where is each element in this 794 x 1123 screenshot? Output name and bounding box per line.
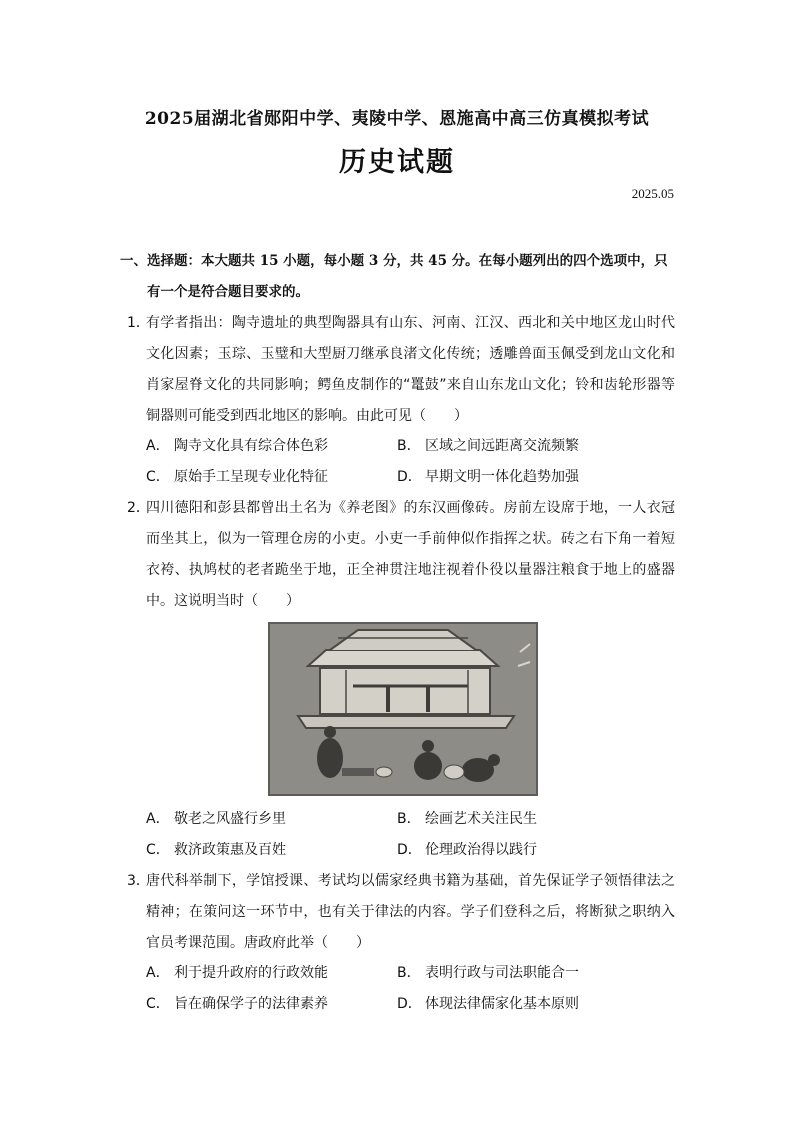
question-stem: 有学者指出：陶寺遗址的典型陶器具有山东、河南、江汉、西北和关中地区龙山时代文化因素；玉琮、玉璧和大型厨刀继承良渚文化传统；透雕兽面玉佩受到龙山文化和肖家屋脊文化的共同影响；鳄鱼皮制作的“鼍鼓”来自山东龙山文化；铃和齿轮形器等铜器则可能受到西北地区的影响。由此可见（ ） <box>146 315 675 424</box>
question-number: 1． <box>127 315 150 331</box>
section-heading-line1: 一、选择题：本大题共 15 小题，每小题 3 分，共 45 分。在每小题列出的四个选项中，只 <box>120 253 668 269</box>
question-1 <box>127 308 675 432</box>
option-b[interactable] <box>397 431 648 462</box>
option-letter: D． <box>397 842 422 858</box>
option-letter: C． <box>146 469 170 485</box>
option-letter: A． <box>146 811 170 827</box>
question-2 <box>127 493 675 617</box>
question-2-options <box>146 804 676 866</box>
option-text: 区域之间远距离交流频繁 <box>425 438 579 454</box>
subject-title: 历史试题 <box>339 147 455 178</box>
option-text: 敬老之风盛行乡里 <box>174 811 286 827</box>
option-letter: D． <box>397 996 422 1012</box>
option-letter: B． <box>397 438 421 454</box>
question-1-options <box>146 431 676 493</box>
option-a[interactable] <box>146 804 397 835</box>
option-b[interactable] <box>397 804 648 835</box>
option-text: 体现法律儒家化基本原则 <box>425 996 579 1012</box>
option-text: 伦理政治得以践行 <box>425 842 537 858</box>
option-d[interactable] <box>397 462 648 493</box>
option-letter: C． <box>146 842 170 858</box>
option-b[interactable] <box>397 958 648 989</box>
section-heading <box>120 246 676 308</box>
option-d[interactable] <box>397 835 648 866</box>
option-d[interactable] <box>397 989 648 1020</box>
option-letter: B． <box>397 965 421 981</box>
option-letter: D． <box>397 469 422 485</box>
option-text: 表明行政与司法职能合一 <box>425 965 579 981</box>
option-text: 旨在确保学子的法律素养 <box>174 996 328 1012</box>
option-text: 早期文明一体化趋势加强 <box>425 469 579 485</box>
section-heading-line2: 有一个是符合题目要求的。 <box>147 284 309 300</box>
option-text: 陶寺文化具有综合体色彩 <box>174 438 328 454</box>
question-stem: 唐代科举制下，学馆授课、考试均以儒家经典书籍为基础，首先保证学子领悟律法之精神；在策问这一环节中，也有关于律法的内容。学子们登科之后，将断狱之职纳入官员考课范围。唐政府此举（ ） <box>146 873 675 951</box>
option-letter: C． <box>146 996 170 1012</box>
option-text: 利于提升政府的行政效能 <box>174 965 328 981</box>
question-3-options <box>146 958 676 1020</box>
option-letter: B． <box>397 811 421 827</box>
brick-relief-image <box>268 622 538 796</box>
question-stem: 四川德阳和彭县都曾出土名为《养老图》的东汉画像砖。房前左设席于地，一人衣冠而坐其上，似为一管理仓房的小吏。小吏一手前伸似作指挥之状。砖之右下角一着短衣袴、执鸠杖的老者跪坐于地，正全神贯注地注视着仆役以量器注粮食于地上的盛器中。这说明当时（ ） <box>146 500 675 609</box>
option-c[interactable] <box>146 462 397 493</box>
exam-title: 2025届湖北省郧阳中学、夷陵中学、恩施高中高三仿真模拟考试 <box>144 109 650 129</box>
question-3 <box>127 866 675 959</box>
option-letter: A． <box>146 965 170 981</box>
option-text: 绘画艺术关注民生 <box>425 811 537 827</box>
option-c[interactable] <box>146 989 397 1020</box>
option-letter: A． <box>146 438 170 454</box>
question-number: 3． <box>127 873 150 889</box>
option-a[interactable] <box>146 958 397 989</box>
option-text: 原始手工呈现专业化特征 <box>174 469 328 485</box>
option-c[interactable] <box>146 835 397 866</box>
question-number: 2． <box>127 500 150 516</box>
exam-date: 2025.05 <box>631 186 674 201</box>
option-a[interactable] <box>146 431 397 462</box>
option-text: 救济政策惠及百姓 <box>174 842 286 858</box>
